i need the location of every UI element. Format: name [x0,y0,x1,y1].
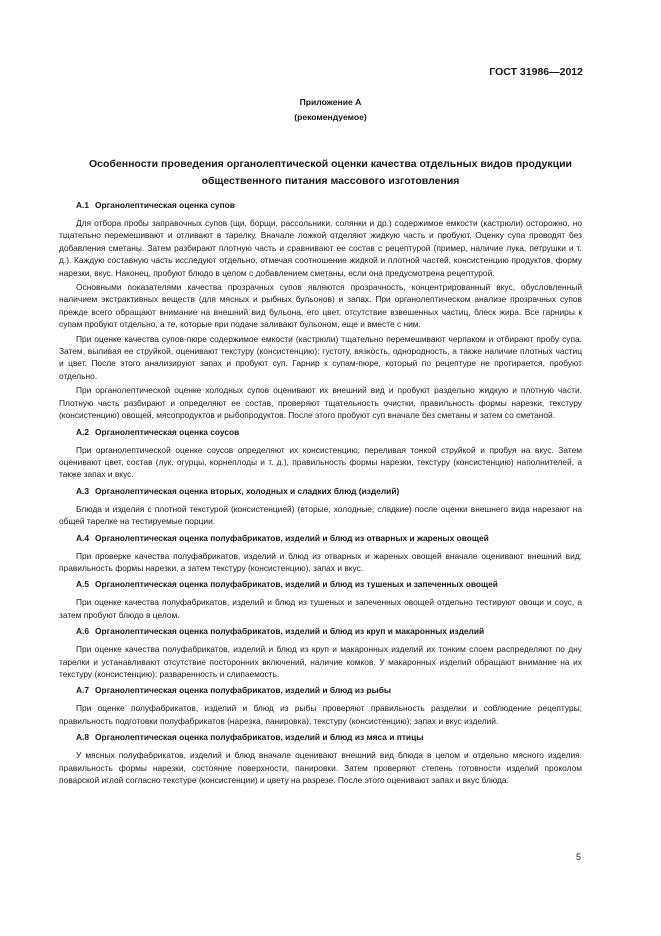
paragraph: При оценке качества полуфабрикатов, изделий и блюд из круп и макаронных изделий их тонким слоем распределяют по дну тарелки и устанавливают отсутствие посторонних включений, наличие комков. У макаронных изделий обращают внимание на их текстуру (консистенцию): разваренность и слипаемость. [59,644,582,679]
section-number: А.2 [76,426,90,437]
section [59,731,582,786]
section-number: А.3 [76,485,90,496]
section-heading-text: Органолептическая оценка супов [95,200,235,210]
document-title [40,156,621,190]
section-number: А.1 [76,200,90,210]
section-heading-text: Органолептическая оценка полуфабрикатов, изделий и блюд из тушеных и запеченных овощей [95,579,498,590]
page-number: 5 [575,852,581,862]
appendix-label: Приложение А [299,97,362,107]
section-number: А.6 [76,626,90,637]
section-number: А.8 [76,732,90,743]
section-heading [59,532,582,545]
section-heading [59,199,582,212]
section-heading-text: Органолептическая оценка полуфабрикатов, изделий и блюд из круп и макаронных изделий [95,626,485,637]
document-body [59,199,582,790]
section-heading-text: Органолептическая оценка полуфабрикатов, изделий и блюд из мяса и птицы [95,732,424,743]
section-heading [59,731,582,744]
section [59,578,582,621]
section-heading [59,578,582,591]
section-number: А.7 [76,685,90,696]
appendix-heading [0,95,661,125]
section [59,426,582,481]
title-line-2: общественного питания массового изготовления [201,175,460,187]
section [59,199,582,422]
section-heading [59,684,582,697]
section-number: А.5 [76,579,90,590]
section [59,532,582,575]
title-line-1: Особенности проведения органолептической оценки качества отдельных видов продукции [89,158,572,170]
paragraph: При органолептической оценке соусов определяют их консистенцию, переливая тонкой струйкой и пробуя на вкус. Затем оценивают цвет, состав (лук, огурцы, корнеплоды и т. д.), правильность формы нарезки, текстуру (консистенцию) наполнителей, а также запах и вкус. [59,444,582,480]
paragraph: У мясных полуфабрикатов, изделий и блюд вначале оценивают внешний вид блюда в целом и отдельно мясного изделия: правильность формы нарезки, состояние поверхности, панировки. Затем проверяют степень готовности изделий проколом поварской иглой согласно текстуре (консистенции) и цвету на разрезе. После этого оценивают запах и вкус блюда. [59,750,582,785]
standard-number: ГОСТ 31986—2012 [489,66,583,78]
section-heading [59,485,582,498]
section-heading-text: Органолептическая оценка полуфабрикатов, изделий и блюд из отварных и жареных овощей [95,532,489,543]
section-number: А.4 [76,532,90,543]
paragraph: При оценке качества полуфабрикатов, изделий и блюд из тушеных и запеченных овощей отдельно тестируют овощи и соус, а затем пробуют блюдо в целом. [59,597,582,620]
paragraph: Блюда и изделия с плотной текстурой (консистенцией) (вторые, холодные, сладкие) после оценки внешнего вида нарезают на общей тарелке на тестируемые порции. [59,503,582,527]
paragraph: При оценке качества супов-пюре содержимое емкости (кастрюли) тщательно перемешивают черпаком и отбирают пробу супа. Затем, выливая ее струйкой, оценивают текстуру (консистенцию): густоту, вязкость, однородность, а также наличие плотных частиц и цвет. После этого анализируют запах и пробуют суп. Гарнир к супам-пюре, который по рецептуре не протирается, пробуют отдельно. [59,333,582,381]
section-heading-text: Органолептическая оценка соусов [95,426,240,437]
appendix-note: (рекомендуемое) [294,112,367,122]
paragraph: При проверке качества полуфабрикатов, изделий и блюд из отварных и жареных овощей вначале оценивают внешний вид: правильность формы нарезки, а затем текстуру (консистенцию), запах и вкус. [59,550,582,573]
section-heading [59,625,582,638]
section [59,684,582,727]
section [59,625,582,680]
paragraph: Для отбора пробы заправочных супов (щи, борщи, рассольники, солянки и др.) содержимое емкости (кастрюли) осторожно, но тщательно перемешивают и отливают в тарелку. Вначале ложкой отделяют жидкую часть и пробуют. Оценку супа проводят без добавления сметаны. Затем разбирают плотную часть и сравнивают ее состав с рецептурой (пример, наличие лука, петрушки и т. д.). Каждую составную часть исследуют отдельно, отмечая соотношение жидкой и плотной частей, консистенцию продуктов, форму нарезки, вкус. Наконец, пробуют блюдо в целом с добавлением сметаны, если она предусмотрена рецептурой. [59,218,582,278]
section-heading [59,426,582,439]
section-heading-text: Органолептическая оценка вторых, холодных и сладких блюд (изделий) [95,485,400,496]
section [59,485,582,528]
section-heading-text: Органолептическая оценка полуфабрикатов, изделий и блюд из рыбы [95,685,392,696]
paragraph: При оценке полуфабрикатов, изделий и блюд из рыбы проверяют правильность разделки и соблюдение рецептуры; правильность подготовки полуфабрикатов (нарезка, панировка); текстуру (консистенцию); запах и вкус изделий. [59,703,582,726]
paragraph: При органолептической оценке холодных супов оценивают их внешний вид и пробуют раздельно жидкую и плотную части. Плотную часть разбирают и определяют ее состав, проверяют тщательность очистки, правильность формы нарезки, текстуру (консистенцию) овощей, мясопродуктов и рыбопродуктов. После этого пробуют суп вначале без сметаны и затем со сметаной. [59,385,582,421]
paragraph: Основными показателями качества прозрачных супов являются прозрачность, концентрированный вкус, обусловленный наличием экстрактивных веществ (для мясных и рыбных бульонов) и запах. При органолептическом анализе прозрачных супов прежде всего обращают внимание на внешний вид бульона, его цвет, отсутствие взвешенных частиц, блеск жира. Все гарниры к супам пробуют отдельно, а те, которые при подаче заливают бульоном, еще и вместе с ним. [59,282,582,330]
